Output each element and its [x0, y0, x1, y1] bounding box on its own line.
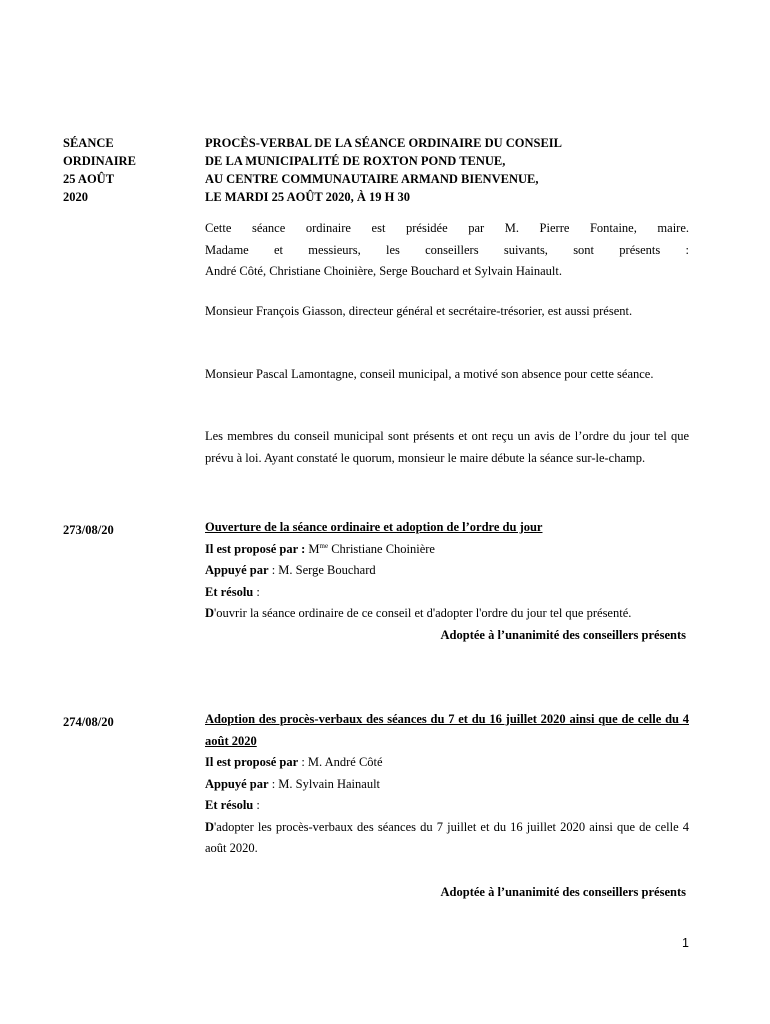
resolved-label: Et résolu: [205, 584, 254, 599]
body-text: 'adopter les procès-verbaux des séances du 7 juillet et du 16 juillet 2020 ainsi que de celle 4 août 2020.: [205, 819, 689, 855]
proposed-label: Il est proposé par :: [205, 541, 306, 556]
adoption-statement: Adoptée à l’unanimité des conseillers présents: [440, 884, 686, 899]
proposed-line: [205, 539, 689, 561]
body-text: 'ouvrir la séance ordinaire de ce conseil et d'adopter l'ordre du jour tel que présenté.: [214, 606, 632, 620]
session-label: [63, 134, 183, 206]
adoption-statement: Adoptée à l’unanimité des conseillers présents: [440, 627, 686, 642]
resolved-line: [205, 795, 689, 817]
session-label-line: ORDINAIRE: [63, 154, 136, 168]
title-line: DE LA MUNICIPALITÉ DE ROXTON POND TENUE,: [205, 154, 506, 168]
seconded-line: [205, 560, 689, 582]
seconded-line: [205, 774, 689, 796]
resolution-274: [205, 709, 689, 903]
resolution-273: [205, 517, 689, 646]
session-label-line: SÉANCE: [63, 136, 114, 150]
attendance-line: Madame et messieurs, les conseillers suivants, sont présents :: [205, 242, 689, 257]
title-line: AU CENTRE COMMUNAUTAIRE ARMAND BIENVENUE,: [205, 172, 539, 186]
resolution-number: 274/08/20: [63, 715, 114, 729]
resolved-colon: :: [253, 584, 260, 599]
proposed-name: Christiane Choinière: [328, 541, 435, 556]
intro-attendance: [205, 218, 689, 283]
proposed-prefix: M: [308, 541, 320, 556]
session-label-line: 2020: [63, 190, 88, 204]
seconded-label: Appuyé par: [205, 776, 269, 791]
proposed-value: : M. André Côté: [298, 755, 383, 769]
resolution-body: [205, 817, 689, 860]
document-title: [205, 134, 689, 206]
title-line: PROCÈS-VERBAL DE LA SÉANCE ORDINAIRE DU CONSEIL: [205, 136, 563, 150]
intro-director: Monsieur François Giasson, directeur général et secrétaire-trésorier, est aussi présent.: [205, 304, 633, 318]
body-initial: D: [205, 819, 215, 834]
body-initial: D: [205, 606, 215, 620]
resolved-colon: :: [253, 798, 260, 812]
intro-absence: Monsieur Pascal Lamontagne, conseil municipal, a motivé son absence pour cette séance.: [205, 367, 654, 381]
resolved-line: [205, 582, 689, 604]
attendance-line: André Côté, Christiane Choinière, Serge Bouchard et Sylvain Hainault.: [205, 264, 562, 278]
page-number: 1: [682, 936, 689, 950]
attendance-line: Cette séance ordinaire est présidée par M. Pierre Fontaine, maire.: [205, 221, 689, 235]
resolution-number: 273/08/20: [63, 523, 114, 537]
seconded-value: : M. Sylvain Hainault: [268, 776, 381, 791]
seconded-value: : M. Serge Bouchard: [268, 563, 376, 577]
resolution-title: Adoption des procès-verbaux des séances du 7 et du 16 juillet 2020 ainsi que de celle du 4 août 2020: [205, 712, 689, 748]
proposed-line: [205, 752, 689, 774]
intro-quorum: Les membres du conseil municipal sont présents et ont reçu un avis de l’ordre du jour tel que prévu à loi. Ayant constaté le quorum, monsieur le maire débute la séance sur-le-champ.: [205, 429, 689, 465]
resolution-title: Ouverture de la séance ordinaire et adoption de l’ordre du jour: [205, 520, 543, 534]
proposed-label: Il est proposé par: [205, 755, 299, 769]
proposed-sup: me: [319, 541, 329, 550]
title-line: LE MARDI 25 AOÛT 2020, À 19 H 30: [205, 190, 410, 204]
seconded-label: Appuyé par: [205, 563, 269, 577]
resolution-body: [205, 603, 689, 625]
resolved-label: Et résolu: [205, 798, 254, 812]
session-label-line: 25 AOÛT: [63, 172, 115, 186]
